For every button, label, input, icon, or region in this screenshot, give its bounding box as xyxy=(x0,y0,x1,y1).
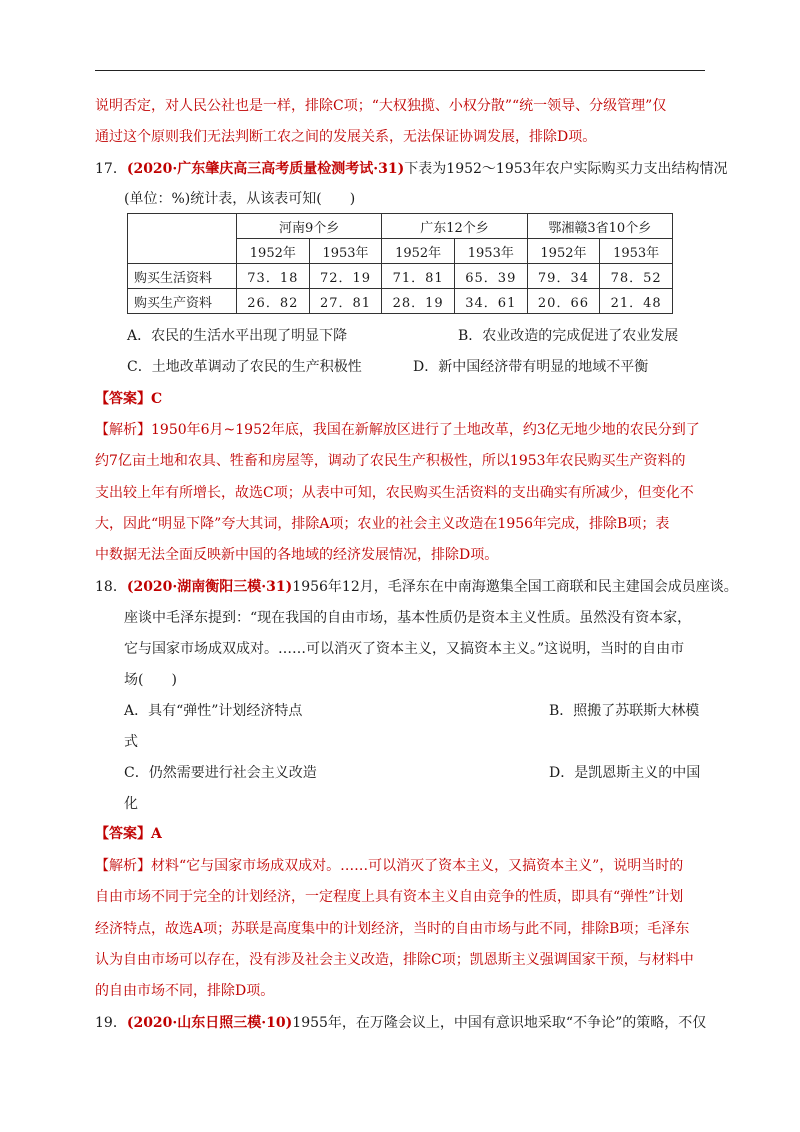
q18-stem-line-1 xyxy=(95,578,738,596)
table-cell: 20．66 xyxy=(527,289,600,314)
table-group-exianggan: 鄂湘赣3省10个乡 xyxy=(527,214,672,239)
table-year-cell: 1952年 xyxy=(382,239,455,264)
q17-option-b: B．农业改造的完成促进了农业发展 xyxy=(458,328,679,344)
q18-option-d-continued: 化 xyxy=(124,796,138,812)
q18-stem: 1956年12月，毛泽东在中南海邀集全国工商联和民主建国会成员座谈。 xyxy=(292,579,738,595)
q18-stem-line-3: 它与国家市场成双成对。……可以消灭了资本主义，又搞资本主义。”这说明，当时的自由市 xyxy=(124,641,685,657)
q18-option-b: B．照搬了苏联斯大林模 xyxy=(549,703,700,719)
table-row-label: 购买生活资料 xyxy=(128,264,237,289)
prev-analysis-line-1: 说明否定，对人民公社也是一样，排除C项；“大权独揽、小权分散”“统一领导、分级管理”仅 xyxy=(95,98,667,114)
q17-analysis-line: 大，因此“明显下降”夸大其词，排除A项；农业的社会主义改造在1956年完成，排除B项；表 xyxy=(95,516,670,532)
q17-stem-line-2: (单位：%)统计表，从该表可知( ) xyxy=(124,191,356,207)
q18-stem-line-4: 场( ) xyxy=(124,672,177,688)
table-cell: 72．19 xyxy=(309,264,382,289)
table-row xyxy=(128,289,673,314)
table-header-row xyxy=(128,214,673,239)
table-cell: 34．61 xyxy=(454,289,527,314)
q18-analysis-line: 经济特点，故选A项；苏联是高度集中的计划经济，当时的自由市场与此不同，排除B项；毛泽东 xyxy=(95,921,690,937)
q19-stem-line-1 xyxy=(95,1014,706,1032)
table-cell: 73．18 xyxy=(237,264,310,289)
table-year-cell: 1953年 xyxy=(454,239,527,264)
q17-option-a: A．农民的生活水平出现了明显下降 xyxy=(127,328,348,344)
q18-number: 18． xyxy=(95,579,127,595)
q17-option-d: D．新中国经济带有明显的地域不平衡 xyxy=(413,359,649,375)
table-group-guangdong: 广东12个乡 xyxy=(382,214,527,239)
q18-analysis-line: 【解析】材料“它与国家市场成双成对。……可以消灭了资本主义，又搞资本主义”，说明当时的 xyxy=(95,858,684,874)
table-cell: 78．52 xyxy=(600,264,673,289)
q17-number: 17． xyxy=(95,161,127,177)
table-group-henan: 河南9个乡 xyxy=(237,214,382,239)
q17-source: (2020·广东肇庆高三高考质量检测考试·31) xyxy=(126,161,405,177)
table-cell: 28．19 xyxy=(382,289,455,314)
q19-stem: 1955年，在万隆会议上，中国有意识地采取“不争论”的策略，不仅 xyxy=(292,1015,707,1031)
q18-option-c: C．仍然需要进行社会主义改造 xyxy=(124,765,317,781)
table-cell: 21．48 xyxy=(600,289,673,314)
q18-stem-line-2: 座谈中毛泽东提到：“现在我国的自由市场，基本性质仍是资本主义性质。虽然没有资本家， xyxy=(124,610,692,626)
table-cell: 27．81 xyxy=(309,289,382,314)
q18-option-d: D．是凯恩斯主义的中国 xyxy=(549,765,701,781)
q18-answer: 【答案】A xyxy=(95,826,162,842)
q19-source: (2020·山东日照三模·10) xyxy=(126,1015,293,1031)
table-cell: 71．81 xyxy=(382,264,455,289)
table-year-cell: 1953年 xyxy=(600,239,673,264)
q17-analysis-line: 约7亿亩土地和农具、牲畜和房屋等，调动了农民生产积极性，所以1953年农民购买生产资料的 xyxy=(95,453,686,469)
q18-option-b-continued: 式 xyxy=(124,734,138,750)
q18-source: (2020·湖南衡阳三模·31) xyxy=(126,579,293,595)
q17-data-table xyxy=(127,213,673,314)
q18-analysis-line: 自由市场不同于完全的计划经济，一定程度上具有资本主义自由竞争的性质，即具有“弹性”计划 xyxy=(95,889,684,905)
header-rule xyxy=(95,70,705,71)
q18-option-a: A．具有“弹性”计划经济特点 xyxy=(124,703,303,719)
q17-stem: 下表为1952～1953年农户实际购买力支出结构情况 xyxy=(404,161,728,177)
table-year-cell: 1953年 xyxy=(309,239,382,264)
table-row-label: 购买生产资料 xyxy=(128,289,237,314)
q19-number: 19． xyxy=(95,1015,127,1031)
table-corner-cell xyxy=(128,214,237,264)
table-year-cell: 1952年 xyxy=(527,239,600,264)
q17-stem-line-1 xyxy=(95,160,728,178)
table-cell: 79．34 xyxy=(527,264,600,289)
q17-analysis-line: 【解析】1950年6月~1952年底，我国在新解放区进行了土地改革，约3亿无地少地的农民分到了 xyxy=(95,422,700,438)
q17-analysis-line: 支出较上年有所增长，故选C项；从表中可知，农民购买生活资料的支出确实有所减少，但变化不 xyxy=(95,485,694,501)
q18-analysis-line: 的自由市场不同，排除D项。 xyxy=(95,983,275,999)
q17-answer: 【答案】C xyxy=(95,391,163,407)
table-row xyxy=(128,264,673,289)
prev-analysis-line-2: 通过这个原则我们无法判断工农之间的发展关系，无法保证协调发展，排除D项。 xyxy=(95,129,597,145)
table-year-cell: 1952年 xyxy=(237,239,310,264)
table-cell: 26．82 xyxy=(237,289,310,314)
table-cell: 65．39 xyxy=(454,264,527,289)
q17-analysis-line: 中数据无法全面反映新中国的各地域的经济发展情况，排除D项。 xyxy=(95,547,499,563)
q17-option-c: C．土地改革调动了农民的生产积极性 xyxy=(127,359,362,375)
q18-analysis-line: 认为自由市场可以存在，没有涉及社会主义改造，排除C项；凯恩斯主义强调国家干预，与材料中 xyxy=(95,952,694,968)
